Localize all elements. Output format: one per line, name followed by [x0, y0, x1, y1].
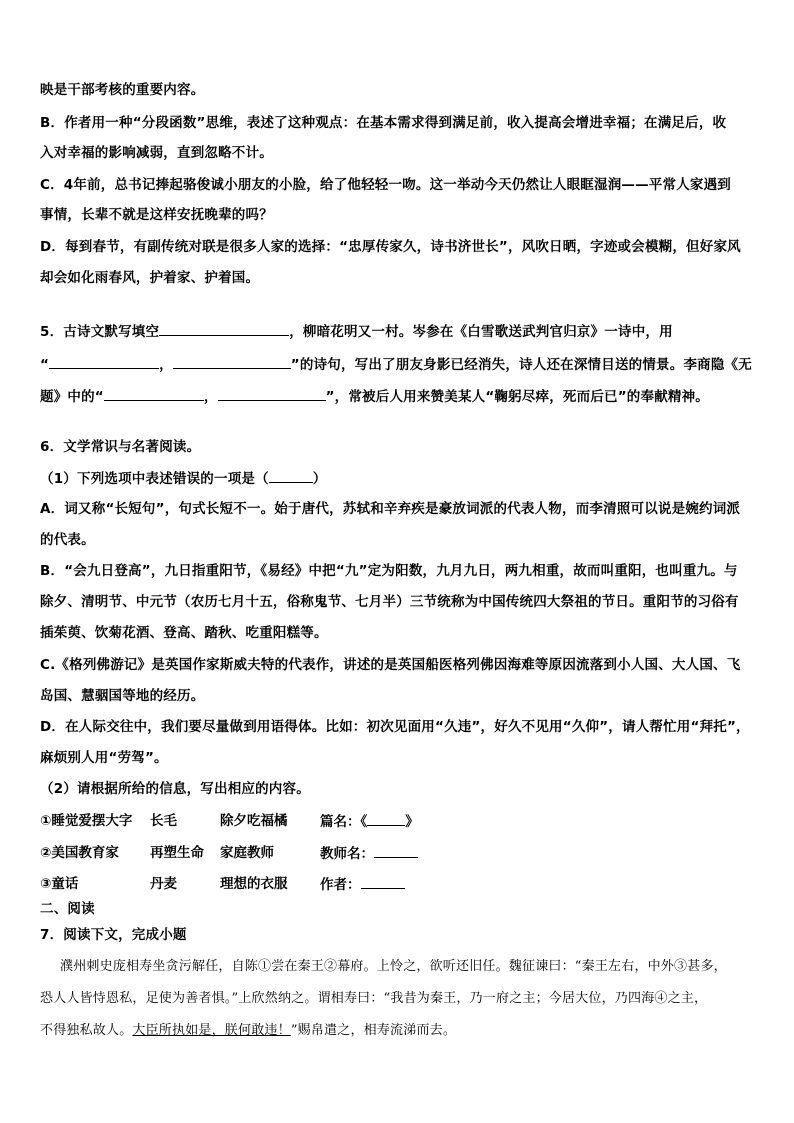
answer-blank-author[interactable] — [361, 874, 405, 889]
q6-option-d-line-2: 麻烦别人用“劳驾”。 — [40, 750, 168, 766]
q6-option-c-line-2: 岛国、慧骃国等地的经历。 — [40, 688, 205, 704]
q5-blank-1[interactable] — [159, 321, 289, 336]
q6-answer-blank[interactable] — [269, 468, 313, 483]
q5-line-3-rest: ”，常被后人用来赞美某人“鞠躬尽瘁，死而后已”的奉献精神。 — [325, 389, 709, 405]
q7-passage-line-3-start: 不得独私故人。 — [40, 1023, 133, 1038]
q5-quote-open: “ — [40, 357, 50, 373]
option-d-line-2: 却会如化雨春风，护着家、护着国。 — [40, 270, 260, 286]
q5-blank-5[interactable] — [218, 386, 326, 401]
q7-title: 7．阅读下文，完成小题 — [40, 927, 187, 943]
answer-blank-title[interactable] — [367, 811, 405, 826]
q5-line-1-rest: ，柳暗花明又一村。岑参在《白雪歌送武判官归京》一诗中，用 — [289, 324, 673, 340]
q6-option-a-line-1: A．词又称“长短句”，句式长短不一。始于唐代，苏轼和辛弃疾是豪放词派的代表人物，而李清照可以说是婉约词派 — [40, 501, 741, 517]
q5-blank-2[interactable] — [49, 354, 159, 369]
answer-label: 教师名： — [320, 846, 374, 862]
paragraph-continuation: 映是干部考核的重要内容。 — [40, 82, 205, 98]
q6-sub1-close: ） — [312, 471, 327, 487]
info-answer-author — [320, 874, 405, 895]
info-clue-2: 再塑生命 — [150, 845, 204, 861]
q5-line-1 — [40, 321, 673, 342]
info-clue-1: ①睡觉爱摆大字 — [40, 813, 133, 829]
info-answer-teacher — [320, 843, 418, 864]
q5-comma-2: ， — [203, 389, 218, 405]
q5-prompt: 5．古诗文默写填空 — [40, 324, 160, 340]
q6-sub2: （2）请根据所给的信息，写出相应的内容。 — [40, 781, 310, 797]
info-clue-1: ②美国教育家 — [40, 845, 119, 861]
q5-line-3-start: 题》中的“ — [40, 389, 104, 405]
option-c-line-1: C．4年前，总书记捧起骆俊诚小朋友的小脸，给了他轻轻一吻。这一举动今天仍然让人眼眶湿润——平常人家遇到 — [40, 177, 731, 193]
q6-option-a-line-2: 的代表。 — [40, 532, 95, 548]
info-clue-2: 丹麦 — [150, 876, 177, 892]
q6-sub1 — [40, 468, 327, 489]
q6-option-d-line-1: D．在人际交往中，我们要尽量做到用语得体。比如：初次见面用“久违”，好久不见用“久仰”，请人帮忙用“拜托”， — [40, 719, 750, 735]
q7-passage-line-2: 恐人人皆恃恩私，足使为善者惧。”上欣然纳之。谓相寿曰：“我昔为秦王，乃一府之主；今居大位，乃四海④之主， — [40, 991, 708, 1006]
q5-comma: ， — [159, 357, 173, 373]
answer-label: 篇名：《 — [320, 814, 368, 830]
q7-passage-line-3-end: ”赐帛遣之，相寿流涕而去。 — [290, 1023, 457, 1038]
q6-option-b-line-3: 插茱萸、饮菊花酒、登高、踏秋、吃重阳糕等。 — [40, 625, 328, 641]
answer-label: 作者： — [320, 877, 361, 893]
q6-title: 6．文学常识与名著阅读。 — [40, 439, 201, 455]
option-b-line-2: 入对幸福的影响减弱，直到忽略不计。 — [40, 145, 273, 161]
q6-sub1-prompt: （1）下列选项中表述错误的一项是（ — [40, 471, 269, 487]
section-heading-reading: 二、阅读 — [40, 901, 95, 917]
q5-line-3 — [40, 386, 709, 407]
q5-line-2-rest: ”的诗句，写出了朋友身影已经消失，诗人还在深情目送的情景。李商隐《无 — [290, 357, 752, 373]
q5-blank-3[interactable] — [173, 354, 291, 369]
q7-passage-line-1: 濮州刺史庞相寿坐贪污解任，自陈①尝在秦王②幕府。上怜之，欲听还旧任。魏征谏曰：“秦王左右，中外③甚多， — [60, 959, 727, 974]
info-clue-3: 除夕吃福橘 — [220, 813, 288, 829]
q6-option-c-line-1: C.《格列佛游记》是英国作家斯威夫特的代表作，讲述的是英国船医格列佛因海难等原因流落到小人国、大人国、飞 — [40, 657, 741, 673]
option-d-line-1: D．每到春节，有副传统对联是很多人家的选择：“忠厚传家久，诗书济世长”，风吹日晒，字迹或会模糊，但好家风 — [40, 239, 741, 255]
q6-option-b-line-2: 除夕、清明节、中元节（农历七月十五，俗称鬼节、七月半）三节统称为中国传统四大祭祖的节日。重阳节的习俗有 — [40, 594, 739, 610]
option-b-line-1: B．作者用一种“分段函数”思维，表述了这种观点：在基本需求得到满足前，收入提高会增进幸福；在满足后，收 — [40, 115, 727, 131]
info-clue-1: ③童话 — [40, 876, 79, 892]
info-clue-3: 家庭教师 — [220, 845, 274, 861]
info-clue-2: 长毛 — [150, 813, 177, 829]
q5-blank-4[interactable] — [104, 386, 204, 401]
q7-passage-line-3 — [40, 1021, 456, 1041]
info-clue-3: 理想的衣服 — [220, 876, 288, 892]
q7-underlined-sentence: 大臣所执如是，朕何敢违！ — [132, 1023, 291, 1038]
answer-label-close: 》 — [405, 814, 419, 830]
option-c-line-2: 事情，长辈不就是这样安抚晚辈的吗？ — [40, 207, 273, 223]
q6-option-b-line-1: B．“会九日登高”，九日指重阳节，《易经》中把“九”定为阳数，九月九日，两九相重，故而叫重阳，也叫重九。与 — [40, 563, 738, 579]
info-answer-title — [320, 811, 419, 832]
answer-blank-teacher[interactable] — [374, 843, 418, 858]
q5-line-2 — [40, 354, 752, 375]
